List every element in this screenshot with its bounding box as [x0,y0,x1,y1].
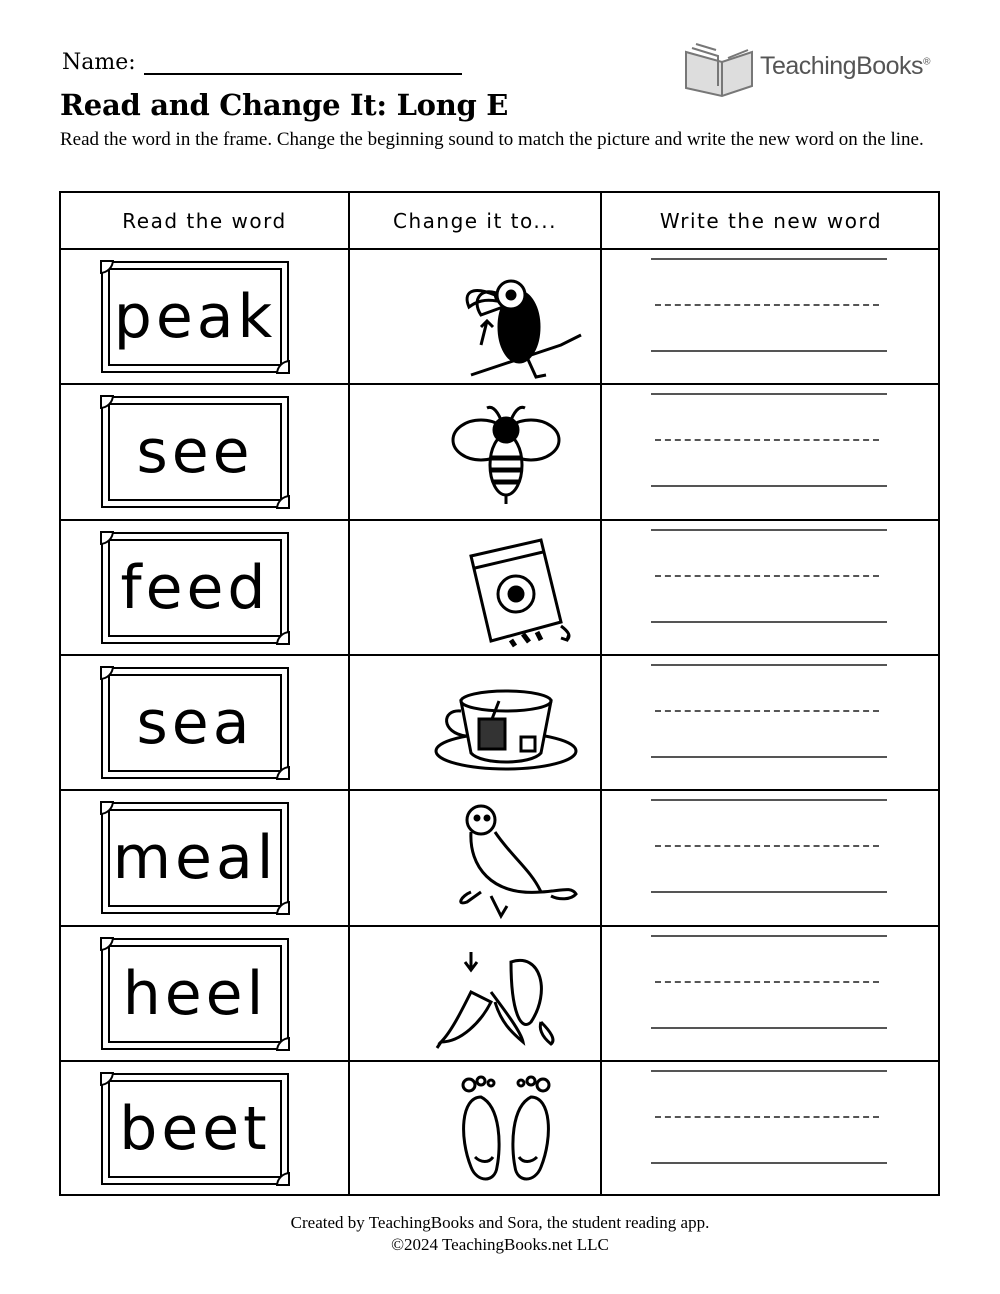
word-frame [101,938,289,1050]
top-line [651,935,887,937]
word-frame [101,261,289,373]
word-frame [101,667,289,779]
read-word: peak [113,282,277,352]
footer-credit: Created by TeachingBooks and Sora, the student reading app. [290,1213,710,1232]
toucan-icon [411,255,601,380]
name-label: Name: [62,50,136,75]
column-header-change: Change it to... [393,209,557,233]
top-line [651,799,887,801]
peel-banana-icon [411,932,601,1057]
write-lines[interactable] [651,529,887,629]
top-line [651,1070,887,1072]
base-line [651,1027,887,1029]
column-header-write: Write the new word [659,209,883,233]
column-divider [348,193,350,1194]
word-frame [101,396,289,508]
read-word: see [136,417,254,488]
row-divider [61,383,938,385]
top-line [651,393,887,395]
middle-dashed-line [655,439,879,441]
footer-copyright: ©2024 TeachingBooks.net LLC [391,1235,609,1254]
write-lines[interactable] [651,799,887,899]
top-line [651,529,887,531]
instructions: Read the word in the frame. Change the beginning sound to match the picture and write the new word on the line. [60,129,924,150]
footer [0,1212,1000,1256]
base-line [651,621,887,623]
read-word: meal [112,823,278,894]
brand-name: TeachingBooks® [760,52,930,80]
top-line [651,664,887,666]
write-lines[interactable] [651,1070,887,1170]
write-lines[interactable] [651,664,887,764]
seed-packet-icon [411,526,601,651]
write-lines[interactable] [651,258,887,358]
read-word: sea [136,687,254,758]
read-word: heel [122,958,268,1029]
feet-icon [411,1067,601,1192]
middle-dashed-line [655,304,879,306]
name-line[interactable] [144,53,462,75]
bee-icon [411,390,601,515]
row-divider [61,519,938,521]
page-title: Read and Change It: Long E [60,88,509,122]
write-lines[interactable] [651,935,887,1035]
top-line [651,258,887,260]
base-line [651,350,887,352]
base-line [651,756,887,758]
row-divider [61,925,938,927]
middle-dashed-line [655,981,879,983]
base-line [651,485,887,487]
seal-icon [411,796,601,921]
middle-dashed-line [655,575,879,577]
middle-dashed-line [655,710,879,712]
worksheet-table [59,191,940,1196]
tea-cup-icon [411,661,601,786]
write-lines[interactable] [651,393,887,493]
row-divider [61,1060,938,1062]
word-frame [101,1073,289,1185]
read-word: feed [120,552,270,623]
word-frame [101,802,289,914]
middle-dashed-line [655,1116,879,1118]
middle-dashed-line [655,845,879,847]
name-field[interactable] [62,50,462,75]
word-frame [101,532,289,644]
base-line [651,891,887,893]
read-word: beet [119,1093,271,1164]
header-divider [61,248,938,250]
column-header-read: Read the word [122,209,287,233]
row-divider [61,789,938,791]
row-divider [61,654,938,656]
base-line [651,1162,887,1164]
